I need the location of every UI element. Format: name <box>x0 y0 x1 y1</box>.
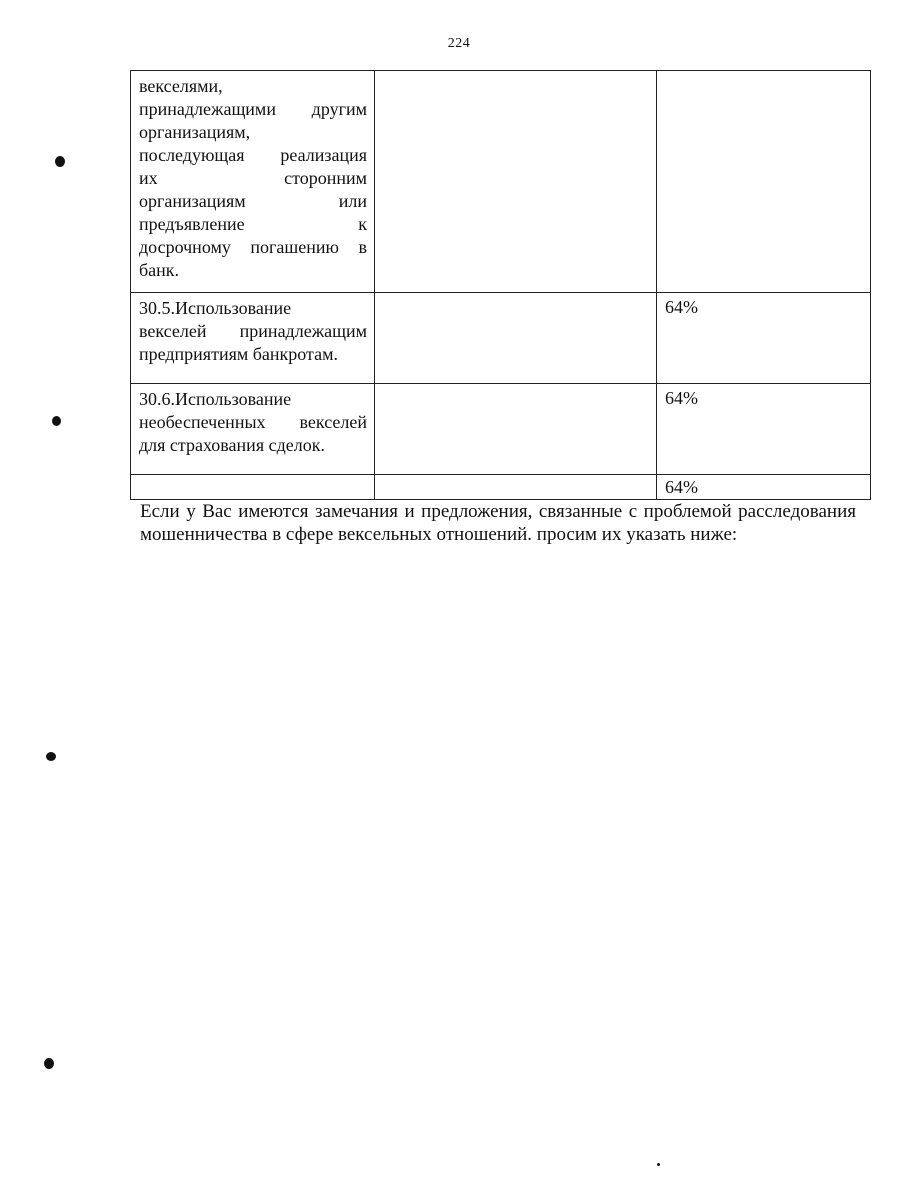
cell-line: организациям или <box>139 191 367 211</box>
table-cell-description <box>131 384 375 475</box>
table-cell-empty <box>375 475 657 500</box>
closing-paragraph: Если у Вас имеются замечания и предложения, связанные с проблемой расследования мошенничества в сфере вексельных отношений. просим их указать ниже: <box>140 501 856 545</box>
cell-line: предприятиям банкротам. <box>139 344 339 364</box>
cell-line: векселями, <box>139 76 223 96</box>
scan-speck <box>44 1058 54 1069</box>
table-cell-percent <box>657 475 871 500</box>
cell-line: организациям, <box>139 122 251 142</box>
table-cell-description <box>131 293 375 384</box>
table-cell-empty <box>131 475 375 500</box>
cell-line: принадлежащими другим <box>139 99 367 119</box>
table-cell-percent <box>657 384 871 475</box>
cell-line: для страхования сделок. <box>139 435 325 455</box>
percent-value <box>657 71 870 77</box>
table-cell-empty <box>375 71 657 293</box>
table-cell-empty <box>375 384 657 475</box>
cell-line: их сторонним <box>139 168 367 188</box>
cell-line: банк. <box>139 260 180 280</box>
cell-line: 30.5.Использование <box>139 298 292 318</box>
table-row <box>131 384 871 475</box>
cell-line: 30.6.Использование <box>139 389 292 409</box>
table-cell-percent <box>657 293 871 384</box>
table-row <box>131 475 871 500</box>
cell-text <box>131 384 374 463</box>
percent-value: 64% <box>665 388 698 408</box>
table-cell-percent <box>657 71 871 293</box>
percent-value: 64% <box>665 297 698 317</box>
cell-line: необеспеченных векселей <box>139 412 367 432</box>
page-number: 224 <box>447 36 471 51</box>
cell-text <box>131 293 374 372</box>
table-cell-description <box>131 71 375 293</box>
scan-speck <box>52 416 61 426</box>
cell-line: векселей принадлежащим <box>139 321 367 341</box>
percent-value: 64% <box>665 477 698 497</box>
scan-speck <box>657 1163 660 1166</box>
table-cell-empty <box>375 293 657 384</box>
survey-table <box>130 70 871 500</box>
scan-speck <box>46 752 56 761</box>
cell-text <box>131 71 374 288</box>
cell-line: досрочному погашению в <box>139 237 367 257</box>
scan-speck <box>55 156 65 167</box>
cell-line: предъявление к <box>139 214 367 234</box>
cell-line: последующая реализация <box>139 145 367 165</box>
table-row <box>131 293 871 384</box>
table-row <box>131 71 871 293</box>
